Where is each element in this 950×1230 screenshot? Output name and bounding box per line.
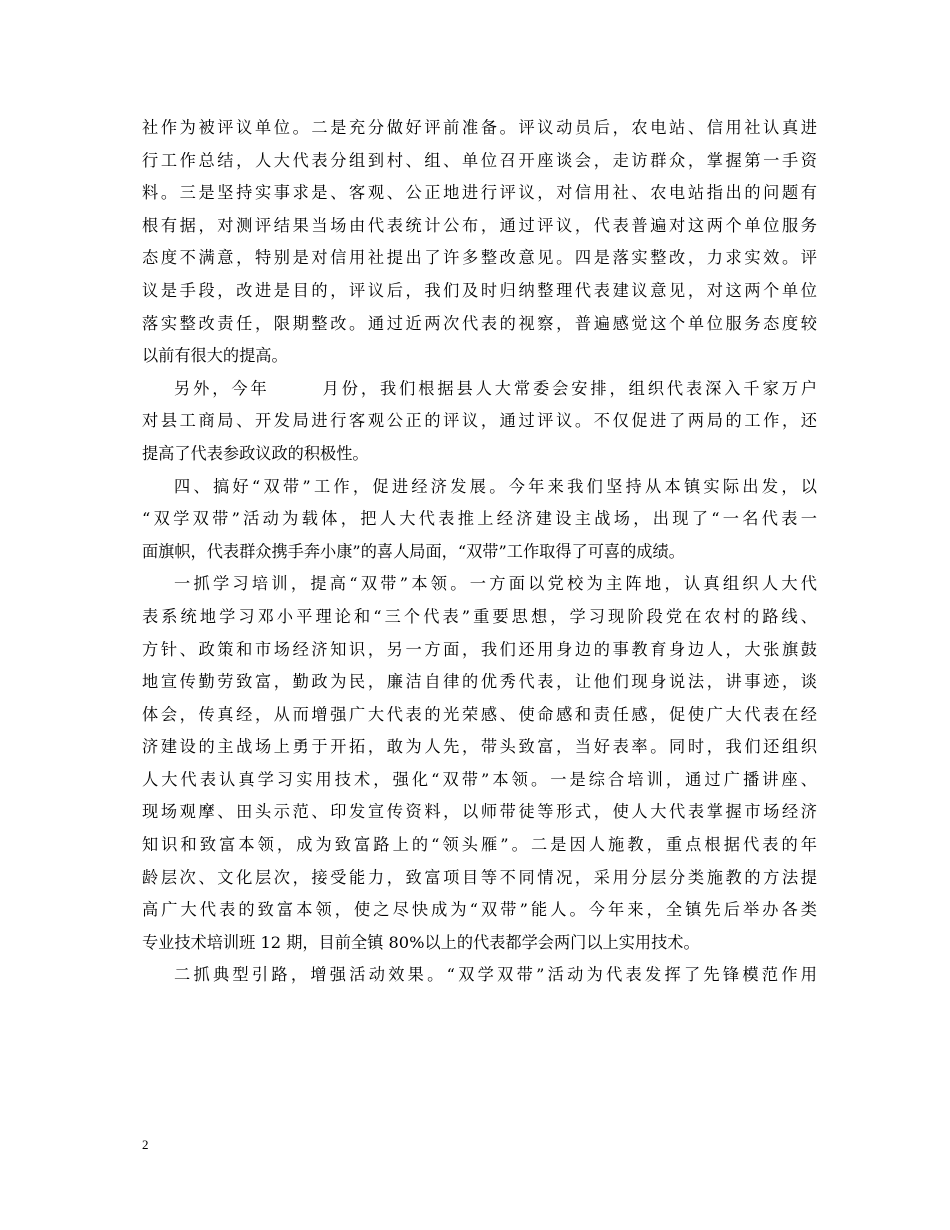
- text-line: 根有据，对测评结果当场由代表统计公布，通过评议，代表普遍对这两个单位服务: [142, 215, 817, 235]
- document-body: [142, 112, 817, 992]
- text-line: 落实整改责任，限期整改。通过近两次代表的视察，普遍感觉这个单位服务态度较: [142, 313, 817, 333]
- text-line: 提高了代表参政议政的积极性。: [142, 443, 369, 463]
- text-line: 专业技术培训班 12 期，目前全镇 80%以上的代表都学会两门以上实用技术。: [142, 932, 700, 952]
- text-line: 龄层次、文化层次，接受能力，致富项目等不同情况，采用分层分类施教的方法提: [142, 867, 817, 887]
- text-line: 以前有很大的提高。: [142, 346, 288, 366]
- text-line: 行工作总结，人大代表分组到村、组、单位召开座谈会，走访群众，掌握第一手资: [142, 150, 817, 170]
- text-line: 社作为被评议单位。二是充分做好评前准备。评议动员后，农电站、信用社认真进: [142, 118, 817, 137]
- text-fragment: 月份，我们根据县人大常委会安排，组织代表深入千家万户: [319, 378, 817, 398]
- paragraph-first-line: 四、搞好“双带”工作，促进经济发展。今年来我们坚持从本镇实际出发，以: [174, 476, 817, 496]
- paragraph-first-line: 一抓学习培训，提高“双带”本领。一方面以党校为主阵地，认真组织人大代: [174, 574, 817, 594]
- text-line: 体会，传真经，从而增强广大代表的光荣感、使命感和责任感，促使广大代表在经: [142, 704, 817, 724]
- paragraph-first-line: 二抓典型引路，增强活动效果。“双学双带”活动为代表发挥了先锋模范作用: [174, 965, 817, 985]
- text-line: 面旗帜，代表群众携手奔小康”的喜人局面，“双带”工作取得了可喜的成绩。: [142, 541, 685, 561]
- text-line: 知识和致富本领，成为致富路上的“领头雁”。二是因人施教，重点根据代表的年: [142, 835, 817, 855]
- text-line: 态度不满意，特别是对信用社提出了许多整改意见。四是落实整改，力求实效。评: [142, 248, 817, 268]
- paragraph-first-line: [142, 373, 817, 406]
- text-line: 方针、政策和市场经济知识，另一方面，我们还用身边的事教育身边人，大张旗鼓: [142, 639, 817, 659]
- text-line: 对县工商局、开发局进行客观公正的评议，通过评议。不仅促进了两局的工作，还: [142, 411, 817, 431]
- text-line: 人大代表认真学习实用技术，强化“双带”本领。一是综合培训，通过广播讲座、: [142, 769, 817, 789]
- text-line: 议是手段，改进是目的，评议后，我们及时归纳整理代表建议意见，对这两个单位: [142, 280, 817, 300]
- page-number: 2: [142, 1137, 149, 1152]
- text-line: 高广大代表的致富本领，使之尽快成为“双带”能人。今年来，全镇先后举办各类: [142, 900, 817, 920]
- text-line: 地宣传勤劳致富，勤政为民，廉洁自律的优秀代表，让他们现身说法，讲事迹，谈: [142, 672, 817, 692]
- text-fragment: 另外，今年: [174, 378, 270, 398]
- text-line: “双学双带”活动为载体，把人大代表推上经济建设主战场，出现了“一名代表一: [142, 509, 817, 529]
- text-line: 表系统地学习邓小平理论和“三个代表”重要思想，学习现阶段党在农村的路线、: [142, 606, 817, 626]
- text-line: 济建设的主战场上勇于开拓，敢为人先，带头致富，当好表率。同时，我们还组织: [142, 737, 817, 757]
- text-line: 料。三是坚持实事求是、客观、公正地进行评议，对信用社、农电站指出的问题有: [142, 183, 817, 203]
- text-line: 现场观摩、田头示范、印发宣传资料，以师带徒等形式，使人大代表掌握市场经济: [142, 802, 817, 822]
